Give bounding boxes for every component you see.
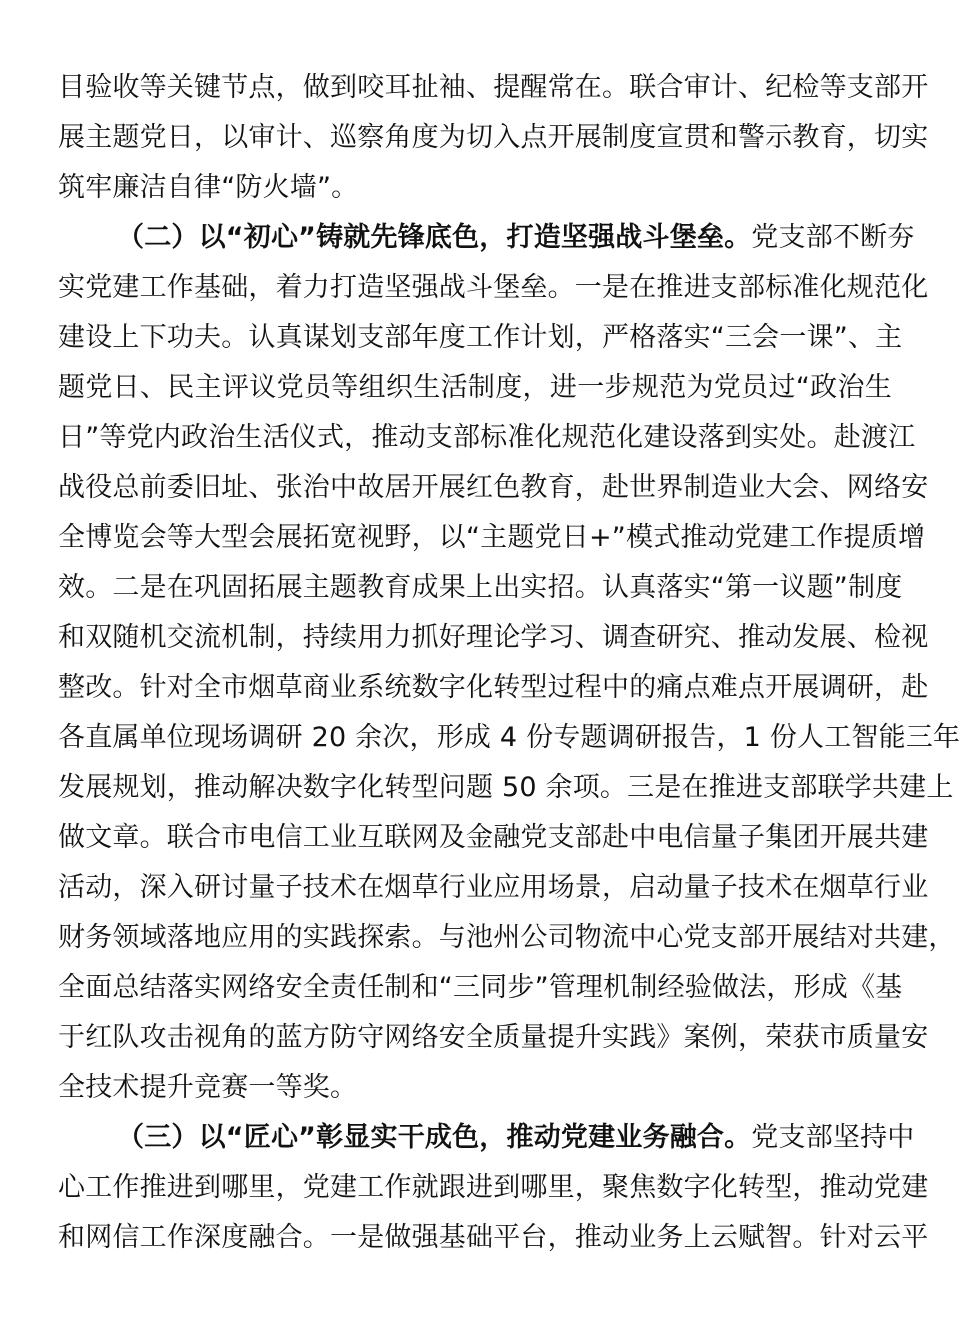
paragraph-text: 党支部不断夯 bbox=[751, 222, 915, 253]
paragraph-line: 日”等党内政治生活仪式，推动支部标准化规范化建设落到实处。赴渡江 bbox=[58, 422, 916, 453]
paragraph-line: 做文章。联合市电信工业互联网及金融党支部赴中电信量子集团开展共建 bbox=[58, 822, 929, 853]
paragraph-line: 和网信工作深度融合。一是做强基础平台，推动业务上云赋智。针对云平 bbox=[58, 1222, 929, 1253]
paragraph-line: 各直属单位现场调研 20 余次，形成 4 份专题调研报告，1 份人工智能三年 bbox=[58, 722, 960, 753]
paragraph-line: 效。二是在巩固拓展主题教育成果上出实招。认真落实“第一议题”制度 bbox=[58, 572, 903, 603]
paragraph-line: 于红队攻击视角的蓝方防守网络安全质量提升实践》案例，荣获市质量安 bbox=[58, 1022, 929, 1053]
paragraph-line: 展主题党日，以审计、巡察角度为切入点开展制度宣贯和警示教育，切实 bbox=[58, 122, 929, 153]
paragraph-line: 全博览会等大型会展拓宽视野，以“主题党日+”模式推动党建工作提质增 bbox=[58, 522, 926, 553]
paragraph-line: 心工作推进到哪里，党建工作就跟进到哪里，聚焦数字化转型，推动党建 bbox=[58, 1172, 929, 1203]
paragraph-line: 题党日、民主评议党员等组织生活制度，进一步规范为党员过“政治生 bbox=[58, 372, 892, 403]
paragraph-line: 战役总前委旧址、张治中故居开展红色教育，赴世界制造业大会、网络安 bbox=[58, 472, 929, 503]
paragraph-line: 全面总结落实网络安全责任制和“三同步”管理机制经验做法，形成《基 bbox=[58, 972, 903, 1003]
paragraph-line: 整改。针对全市烟草商业系统数字化转型过程中的痛点难点开展调研，赴 bbox=[58, 672, 929, 703]
paragraph-line: 建设上下功夫。认真谋划支部年度工作计划，严格落实“三会一课”、主 bbox=[58, 322, 903, 353]
paragraph-line: 全技术提升竞赛一等奖。 bbox=[58, 1072, 358, 1103]
section-heading-line bbox=[117, 213, 915, 263]
section-heading-line bbox=[117, 1113, 915, 1163]
paragraph-line: 活动，深入研讨量子技术在烟草行业应用场景，启动量子技术在烟草行业 bbox=[58, 872, 929, 903]
paragraph-line: 筑牢廉洁自律“防火墙”。 bbox=[58, 172, 359, 203]
paragraph-line: 发展规划，推动解决数字化转型问题 50 余项。三是在推进支部联学共建上 bbox=[58, 772, 954, 803]
section-heading: （二）以“初心”铸就先锋底色，打造坚强战斗堡垒。 bbox=[117, 222, 752, 253]
paragraph-line: 实党建工作基础，着力打造坚强战斗堡垒。一是在推进支部标准化规范化 bbox=[58, 272, 929, 303]
section-heading: （三）以“匠心”彰显实干成色，推动党建业务融合。 bbox=[117, 1122, 752, 1153]
paragraph-line: 财务领域落地应用的实践探索。与池州公司物流中心党支部开展结对共建， bbox=[58, 922, 956, 953]
paragraph-line: 和双随机交流机制，持续用力抓好理论学习、调查研究、推动发展、检视 bbox=[58, 622, 929, 653]
paragraph-line: 目验收等关键节点，做到咬耳扯袖、提醒常在。联合审计、纪检等支部开 bbox=[58, 72, 929, 103]
paragraph-text: 党支部坚持中 bbox=[751, 1122, 915, 1153]
